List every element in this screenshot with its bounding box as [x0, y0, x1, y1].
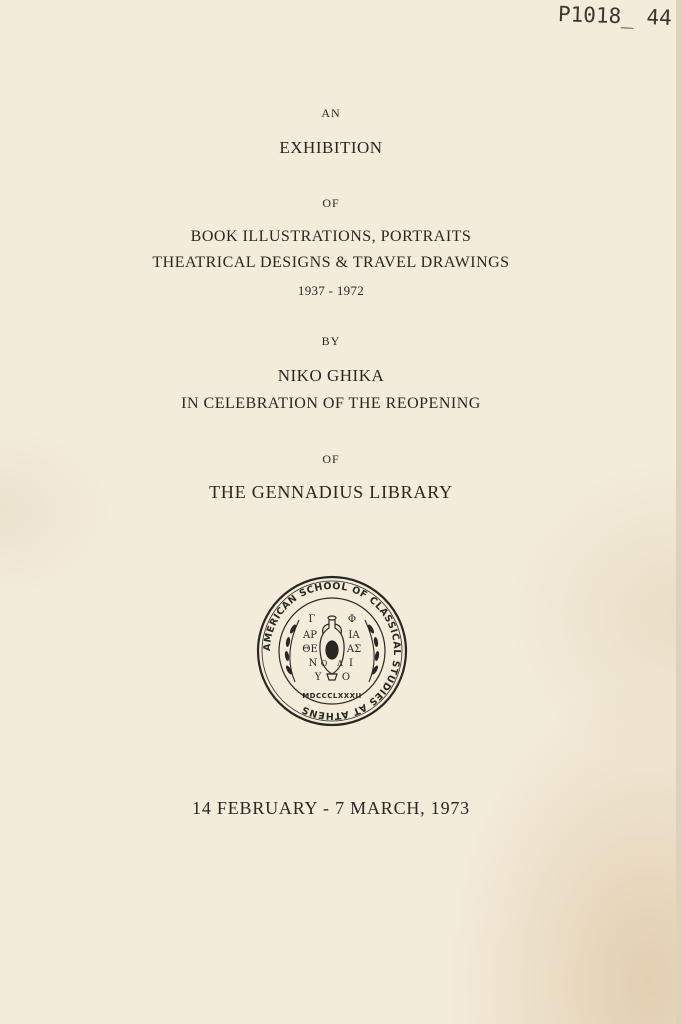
seal-greek-left-3: ΘΕ — [302, 644, 318, 655]
subject-line-2: THEATRICAL DESIGNS & TRAVEL DRAWINGS — [152, 254, 510, 271]
title-of-1: OF — [322, 196, 340, 210]
seal-year-roman: MDCCCLXXXII — [302, 692, 362, 700]
seal-greek-right-4: Ι — [349, 658, 353, 669]
seal-emblem — [255, 574, 409, 728]
seal-greek-right-5: Ο — [341, 672, 351, 683]
page-edge — [676, 0, 682, 1024]
title-by: BY — [321, 334, 341, 348]
title-an: AN — [321, 106, 341, 120]
title-of-2: OF — [322, 452, 340, 466]
handwritten-reference: P1018_ 44 — [557, 2, 673, 30]
seal-greek-right-1: Φ — [347, 614, 357, 625]
artist-name: NIKO GHIKA — [277, 366, 385, 385]
title-exhibition: EXHIBITION — [279, 138, 383, 157]
amphora-icon — [320, 616, 344, 680]
seal-greek-left-1: Γ — [308, 614, 316, 625]
exhibition-dates: 14 FEBRUARY - 7 MARCH, 1973 — [192, 798, 470, 818]
seal-greek-left-4: Ν — [308, 658, 318, 669]
seal-greek-left-2: ΑΡ — [303, 630, 317, 641]
seal-greek-center-2: Λ — [337, 659, 343, 668]
years: 1937 - 1972 — [297, 283, 365, 298]
seal-ring-text: AMERICAN SCHOOL OF CLASSICAL STUDIES AT ATHENS — [261, 580, 403, 722]
subject-line-1: BOOK ILLUSTRATIONS, PORTRAITS — [190, 228, 472, 245]
institution-name: THE GENNADIUS LIBRARY — [209, 482, 453, 502]
seal-greek-left-5: Υ — [314, 672, 322, 683]
seal-greek-right-2: ΙΑ — [348, 630, 360, 641]
occasion: IN CELEBRATION OF THE REOPENING — [181, 395, 481, 412]
seal-greek-right-3: ΑΣ — [346, 644, 362, 655]
seal-greek-center-1: Ο — [320, 659, 328, 668]
